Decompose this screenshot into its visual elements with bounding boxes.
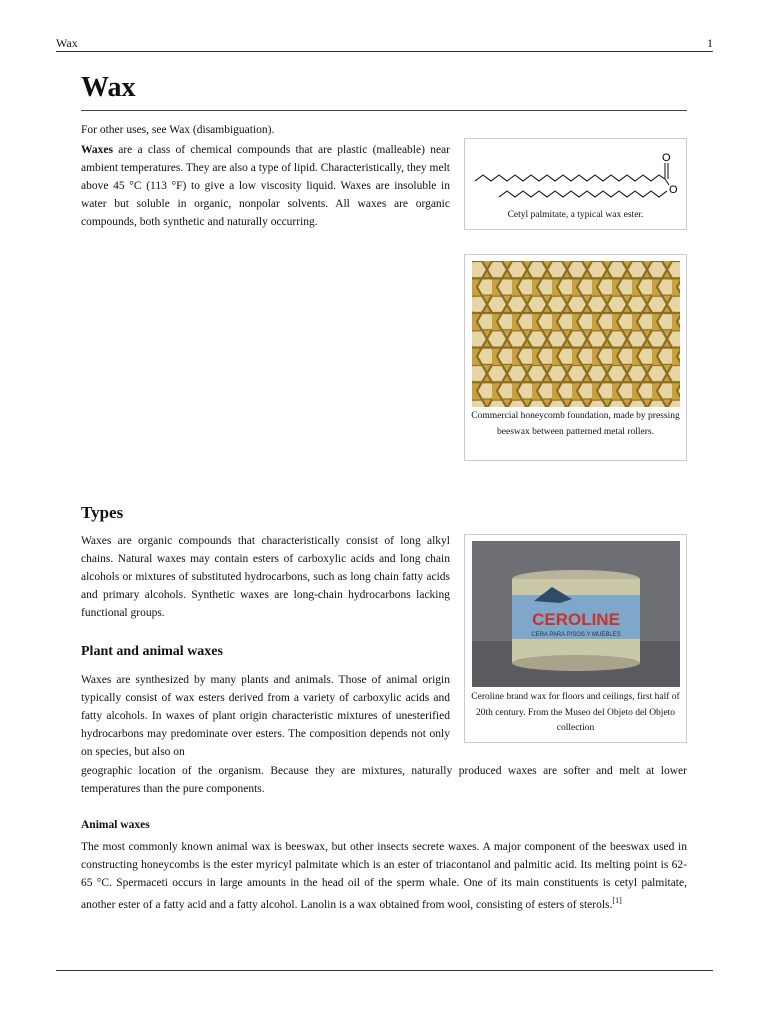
header-rule [56,51,713,52]
ceroline-tin-image [472,541,680,687]
animal-waxes-paragraph [81,838,687,914]
title-rule [81,110,687,111]
plant-paragraph-part2: geographic location of the organism. Because they are mixtures, naturally produced waxes are softer and melt at lower temperatures than the pure components. [81,765,687,796]
running-title: Wax [56,36,78,50]
intro-text: are a class of chemical compounds that are plastic (malleable) near ambient temperatures. They are also a type of lipid. Characteristically, they melt above 45 °C (113 °F) to give a low viscosity liquid. Waxes are insoluble in water but soluble in organic, nonpolar solvents. All waxes are organic compounds, both synthetic and naturally occurring. [81,144,450,229]
ester-oxygen-label: O [669,184,678,196]
ceroline-subtitle-text: CERA PARA PISOS Y MUEBLES [531,632,621,638]
hatnote: For other uses, see Wax (disambiguation). [81,124,275,136]
figure-caption: Ceroline brand wax for floors and ceilings, first half of 20th century. From the Museo del Objeto del Objeto collection [471,692,680,733]
footer-rule [56,970,713,971]
page-title: Wax [81,72,136,103]
palmitate-chain [475,175,665,181]
section-heading-types: Types [81,503,124,522]
figure-cetyl-palmitate [464,138,687,230]
section-heading-plant-animal: Plant and animal waxes [81,644,223,659]
subsection-heading-animal-waxes: Animal waxes [81,819,150,831]
intro-bold-term: Waxes [81,144,113,156]
page-number: 1 [707,36,713,50]
carbonyl-oxygen-label: O [662,152,671,164]
intro-paragraph [81,141,450,231]
animal-waxes-text: The most commonly known animal wax is beeswax, but other insects secrete waxes. A major component of the beeswax used in constructing honeycombs is the ester myricyl palmitate which is an ester of triacontanol and palmitic acid. Its melting point is 62-65 °C. Spermaceti occurs in large amounts in the head oil of the sperm whale. One of its main constituents is cetyl palmitate, another ester of a fatty acid and a fatty alcohol. Lanolin is a wax obtained from wool, consisting of esters of sterols. [81,841,687,912]
figure-caption: Commercial honeycomb foundation, made by pressing beeswax between patterned metal rollers. [471,411,680,437]
figure-caption: Cetyl palmitate, a typical wax ester. [507,210,644,220]
ceroline-brand-text: CEROLINE [532,610,620,629]
figure-honeycomb [464,254,687,461]
running-header [56,36,713,50]
cetyl-chain [499,191,667,197]
reference-1[interactable]: [1] [612,896,622,906]
cetyl-palmitate-structure [465,145,686,207]
types-paragraph: Waxes are organic compounds that characteristically consist of long alkyl chains. Natural waxes may contain esters of carboxylic acids and long chain alcohols or mixtures of substituted hydrocarbons, such as long chain fatty acids and primary alcohols. Synthetic waxes are long-chain hydrocarbons lacking functional groups. [81,535,450,620]
honeycomb-image [472,261,680,407]
plant-paragraph-part1: Waxes are synthesized by many plants and animals. Those of animal origin typically consist of wax esters derived from a variety of carboxylic acids and fatty alcohols. In waxes of plant origin characteristic mixtures of unesterified hydrocarbons may predominate over esters. The composition depends not only on species, but also on [81,674,450,759]
figure-ceroline [464,534,687,743]
